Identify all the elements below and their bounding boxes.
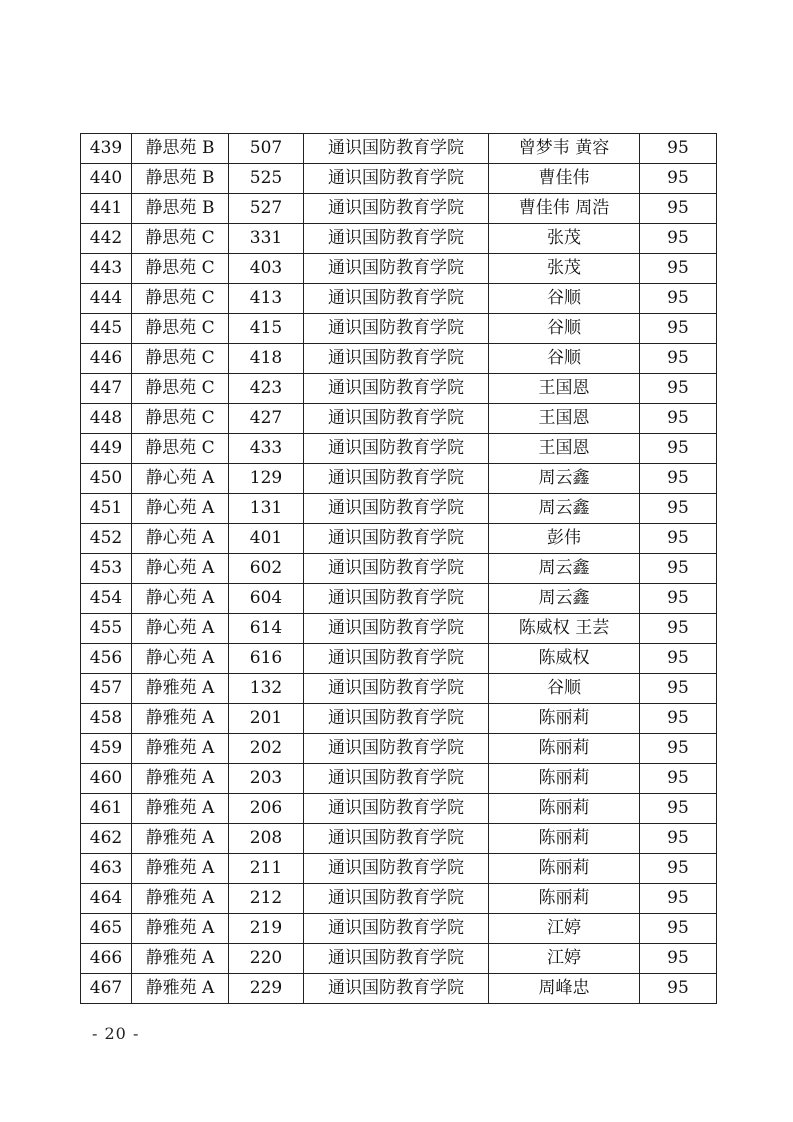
room-number-cell: 132 — [229, 674, 304, 704]
score-cell: 95 — [640, 194, 717, 224]
tutor-cell: 江婷 — [489, 944, 640, 974]
row-number-cell: 466 — [81, 944, 132, 974]
score-cell: 95 — [640, 494, 717, 524]
room-number-cell: 129 — [229, 464, 304, 494]
row-number-cell: 457 — [81, 674, 132, 704]
dormitory-score-table — [80, 133, 717, 1004]
table-row — [81, 494, 717, 524]
building-cell: 静雅苑 A — [132, 854, 229, 884]
tutor-cell: 周云鑫 — [489, 464, 640, 494]
college-cell: 通识国防教育学院 — [304, 644, 489, 674]
table-row — [81, 434, 717, 464]
building-cell: 静雅苑 A — [132, 824, 229, 854]
room-number-cell: 418 — [229, 344, 304, 374]
table-row — [81, 944, 717, 974]
college-cell: 通识国防教育学院 — [304, 254, 489, 284]
room-number-cell: 331 — [229, 224, 304, 254]
college-cell: 通识国防教育学院 — [304, 854, 489, 884]
tutor-cell: 陈丽莉 — [489, 764, 640, 794]
room-number-cell: 208 — [229, 824, 304, 854]
tutor-cell: 陈丽莉 — [489, 854, 640, 884]
tutor-cell: 陈丽莉 — [489, 884, 640, 914]
table-row — [81, 884, 717, 914]
score-cell: 95 — [640, 734, 717, 764]
table-row — [81, 284, 717, 314]
building-cell: 静思苑 C — [132, 224, 229, 254]
room-number-cell: 527 — [229, 194, 304, 224]
tutor-cell: 曹佳伟 — [489, 164, 640, 194]
row-number-cell: 458 — [81, 704, 132, 734]
building-cell: 静思苑 C — [132, 254, 229, 284]
row-number-cell: 452 — [81, 524, 132, 554]
building-cell: 静雅苑 A — [132, 764, 229, 794]
college-cell: 通识国防教育学院 — [304, 314, 489, 344]
tutor-cell: 曹佳伟 周浩 — [489, 194, 640, 224]
room-number-cell: 427 — [229, 404, 304, 434]
room-number-cell: 433 — [229, 434, 304, 464]
building-cell: 静心苑 A — [132, 554, 229, 584]
building-cell: 静心苑 A — [132, 584, 229, 614]
room-number-cell: 220 — [229, 944, 304, 974]
college-cell: 通识国防教育学院 — [304, 524, 489, 554]
college-cell: 通识国防教育学院 — [304, 764, 489, 794]
tutor-cell: 曾梦韦 黄容 — [489, 134, 640, 164]
room-number-cell: 604 — [229, 584, 304, 614]
row-number-cell: 464 — [81, 884, 132, 914]
tutor-cell: 周云鑫 — [489, 584, 640, 614]
room-number-cell: 401 — [229, 524, 304, 554]
table-row — [81, 674, 717, 704]
room-number-cell: 211 — [229, 854, 304, 884]
row-number-cell: 447 — [81, 374, 132, 404]
score-cell: 95 — [640, 314, 717, 344]
building-cell: 静思苑 B — [132, 164, 229, 194]
score-cell: 95 — [640, 944, 717, 974]
building-cell: 静思苑 C — [132, 344, 229, 374]
score-cell: 95 — [640, 644, 717, 674]
room-number-cell: 423 — [229, 374, 304, 404]
college-cell: 通识国防教育学院 — [304, 404, 489, 434]
score-cell: 95 — [640, 554, 717, 584]
building-cell: 静思苑 C — [132, 434, 229, 464]
table-row — [81, 404, 717, 434]
row-number-cell: 443 — [81, 254, 132, 284]
score-cell: 95 — [640, 344, 717, 374]
row-number-cell: 450 — [81, 464, 132, 494]
room-number-cell: 212 — [229, 884, 304, 914]
row-number-cell: 463 — [81, 854, 132, 884]
table-row — [81, 824, 717, 854]
row-number-cell: 462 — [81, 824, 132, 854]
tutor-cell: 江婷 — [489, 914, 640, 944]
tutor-cell: 周云鑫 — [489, 554, 640, 584]
room-number-cell: 602 — [229, 554, 304, 584]
score-cell: 95 — [640, 584, 717, 614]
college-cell: 通识国防教育学院 — [304, 824, 489, 854]
score-cell: 95 — [640, 224, 717, 254]
score-cell: 95 — [640, 464, 717, 494]
row-number-cell: 439 — [81, 134, 132, 164]
row-number-cell: 446 — [81, 344, 132, 374]
building-cell: 静心苑 A — [132, 494, 229, 524]
row-number-cell: 448 — [81, 404, 132, 434]
table-row — [81, 464, 717, 494]
row-number-cell: 441 — [81, 194, 132, 224]
score-cell: 95 — [640, 764, 717, 794]
table-row — [81, 164, 717, 194]
room-number-cell: 219 — [229, 914, 304, 944]
score-cell: 95 — [640, 434, 717, 464]
row-number-cell: 455 — [81, 614, 132, 644]
table-row — [81, 224, 717, 254]
room-number-cell: 413 — [229, 284, 304, 314]
tutor-cell: 陈丽莉 — [489, 734, 640, 764]
tutor-cell: 王国恩 — [489, 434, 640, 464]
row-number-cell: 444 — [81, 284, 132, 314]
score-cell: 95 — [640, 614, 717, 644]
building-cell: 静雅苑 A — [132, 794, 229, 824]
building-cell: 静思苑 C — [132, 284, 229, 314]
building-cell: 静雅苑 A — [132, 944, 229, 974]
room-number-cell: 131 — [229, 494, 304, 524]
tutor-cell: 谷顺 — [489, 314, 640, 344]
table-row — [81, 914, 717, 944]
college-cell: 通识国防教育学院 — [304, 434, 489, 464]
score-cell: 95 — [640, 824, 717, 854]
college-cell: 通识国防教育学院 — [304, 374, 489, 404]
building-cell: 静心苑 A — [132, 644, 229, 674]
table-row — [81, 974, 717, 1004]
building-cell: 静思苑 C — [132, 404, 229, 434]
building-cell: 静心苑 A — [132, 524, 229, 554]
room-number-cell: 616 — [229, 644, 304, 674]
building-cell: 静心苑 A — [132, 464, 229, 494]
room-number-cell: 203 — [229, 764, 304, 794]
table-row — [81, 134, 717, 164]
tutor-cell: 谷顺 — [489, 674, 640, 704]
score-cell: 95 — [640, 674, 717, 704]
college-cell: 通识国防教育学院 — [304, 344, 489, 374]
building-cell: 静思苑 C — [132, 314, 229, 344]
row-number-cell: 442 — [81, 224, 132, 254]
college-cell: 通识国防教育学院 — [304, 974, 489, 1004]
table-row — [81, 344, 717, 374]
tutor-cell: 谷顺 — [489, 284, 640, 314]
building-cell: 静雅苑 A — [132, 734, 229, 764]
tutor-cell: 张茂 — [489, 224, 640, 254]
score-cell: 95 — [640, 374, 717, 404]
tutor-cell: 王国恩 — [489, 374, 640, 404]
tutor-cell: 陈丽莉 — [489, 704, 640, 734]
row-number-cell: 460 — [81, 764, 132, 794]
row-number-cell: 454 — [81, 584, 132, 614]
college-cell: 通识国防教育学院 — [304, 554, 489, 584]
table-row — [81, 584, 717, 614]
score-cell: 95 — [640, 854, 717, 884]
college-cell: 通识国防教育学院 — [304, 914, 489, 944]
score-cell: 95 — [640, 884, 717, 914]
page-number: - 20 - — [92, 1024, 140, 1043]
table-row — [81, 374, 717, 404]
room-number-cell: 403 — [229, 254, 304, 284]
college-cell: 通识国防教育学院 — [304, 734, 489, 764]
tutor-cell: 张茂 — [489, 254, 640, 284]
college-cell: 通识国防教育学院 — [304, 884, 489, 914]
score-cell: 95 — [640, 524, 717, 554]
tutor-cell: 陈丽莉 — [489, 824, 640, 854]
score-cell: 95 — [640, 914, 717, 944]
tutor-cell: 陈威权 王芸 — [489, 614, 640, 644]
score-cell: 95 — [640, 284, 717, 314]
table-row — [81, 734, 717, 764]
college-cell: 通识国防教育学院 — [304, 944, 489, 974]
college-cell: 通识国防教育学院 — [304, 704, 489, 734]
room-number-cell: 229 — [229, 974, 304, 1004]
building-cell: 静心苑 A — [132, 614, 229, 644]
row-number-cell: 456 — [81, 644, 132, 674]
college-cell: 通识国防教育学院 — [304, 284, 489, 314]
room-number-cell: 201 — [229, 704, 304, 734]
table-body — [81, 134, 717, 1004]
tutor-cell: 王国恩 — [489, 404, 640, 434]
room-number-cell: 415 — [229, 314, 304, 344]
room-number-cell: 206 — [229, 794, 304, 824]
building-cell: 静思苑 B — [132, 194, 229, 224]
table-row — [81, 644, 717, 674]
table-row — [81, 554, 717, 584]
table-row — [81, 614, 717, 644]
score-cell: 95 — [640, 134, 717, 164]
row-number-cell: 467 — [81, 974, 132, 1004]
college-cell: 通识国防教育学院 — [304, 224, 489, 254]
room-number-cell: 525 — [229, 164, 304, 194]
table-row — [81, 314, 717, 344]
score-cell: 95 — [640, 794, 717, 824]
college-cell: 通识国防教育学院 — [304, 794, 489, 824]
score-cell: 95 — [640, 164, 717, 194]
tutor-cell: 周云鑫 — [489, 494, 640, 524]
row-number-cell: 453 — [81, 554, 132, 584]
table-row — [81, 194, 717, 224]
score-cell: 95 — [640, 704, 717, 734]
college-cell: 通识国防教育学院 — [304, 584, 489, 614]
table-row — [81, 704, 717, 734]
score-cell: 95 — [640, 974, 717, 1004]
table-row — [81, 254, 717, 284]
building-cell: 静思苑 B — [132, 134, 229, 164]
building-cell: 静雅苑 A — [132, 704, 229, 734]
building-cell: 静雅苑 A — [132, 674, 229, 704]
room-number-cell: 202 — [229, 734, 304, 764]
table-row — [81, 854, 717, 884]
row-number-cell: 461 — [81, 794, 132, 824]
row-number-cell: 465 — [81, 914, 132, 944]
row-number-cell: 459 — [81, 734, 132, 764]
room-number-cell: 507 — [229, 134, 304, 164]
college-cell: 通识国防教育学院 — [304, 194, 489, 224]
college-cell: 通识国防教育学院 — [304, 494, 489, 524]
building-cell: 静雅苑 A — [132, 914, 229, 944]
row-number-cell: 445 — [81, 314, 132, 344]
score-cell: 95 — [640, 404, 717, 434]
building-cell: 静思苑 C — [132, 374, 229, 404]
row-number-cell: 440 — [81, 164, 132, 194]
table-row — [81, 764, 717, 794]
table-row — [81, 524, 717, 554]
tutor-cell: 谷顺 — [489, 344, 640, 374]
tutor-cell: 周峰忠 — [489, 974, 640, 1004]
college-cell: 通识国防教育学院 — [304, 164, 489, 194]
row-number-cell: 449 — [81, 434, 132, 464]
room-number-cell: 614 — [229, 614, 304, 644]
row-number-cell: 451 — [81, 494, 132, 524]
tutor-cell: 陈威权 — [489, 644, 640, 674]
score-cell: 95 — [640, 254, 717, 284]
college-cell: 通识国防教育学院 — [304, 614, 489, 644]
tutor-cell: 陈丽莉 — [489, 794, 640, 824]
building-cell: 静雅苑 A — [132, 974, 229, 1004]
college-cell: 通识国防教育学院 — [304, 674, 489, 704]
building-cell: 静雅苑 A — [132, 884, 229, 914]
tutor-cell: 彭伟 — [489, 524, 640, 554]
college-cell: 通识国防教育学院 — [304, 134, 489, 164]
college-cell: 通识国防教育学院 — [304, 464, 489, 494]
table-row — [81, 794, 717, 824]
